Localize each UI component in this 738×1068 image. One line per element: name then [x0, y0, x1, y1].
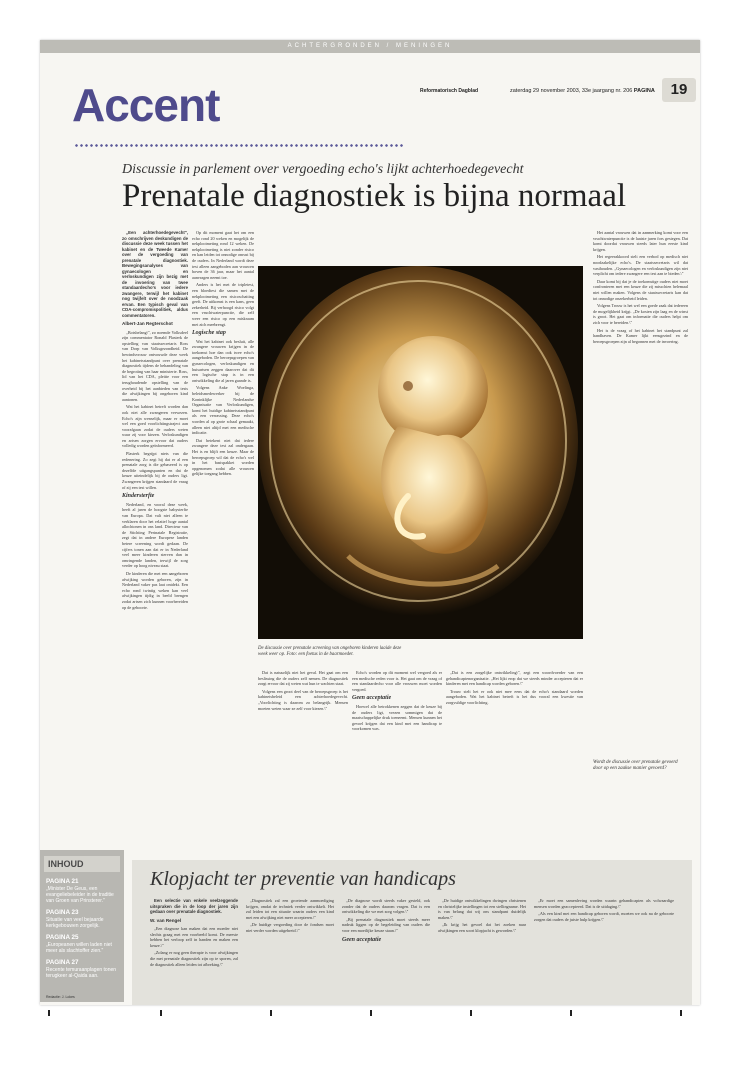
box-column-4: „De huidige ontwikkelingen dwingen christenen en christelijke instellingen tot een stellingname. Het is van belang dat wij ons standpunt duidelijk maken.\" „Ik krijg het gevoel dat het zoeken naar afwijkingen een soort klopjacht is geworden.\" [438, 898, 526, 933]
contents-text: Recente temuraanplagen tonen terugkeer al-Qaida aan. [46, 967, 117, 979]
box-subheading: Geen acceptatie [342, 936, 382, 943]
contents-item[interactable] [40, 959, 124, 979]
section-title: Accent [72, 79, 220, 131]
article-column-6: Het aantal vrouwen dat in aanmerking komt voor een vruchtwaterpunctie is de laatste jaren fors gestegen. Dat komt doordat vrouwen steeds later hun eerste kind krijgen. Het regeerakkoord stelt een verbod op medisch niet noodzakelijke echo's. De staatssecretaris wil dat vasthouden. „Gynaecologen en verloskundigen zijn niet verplicht om iedere zwangere een test aan te bieden.\" Daar komt bij dat je de toekomstige ouders niet moet confronteren met een keuze die zij misschien helemaal niet willen maken. Volgens de staatssecretaris kan dat tot onnodige onzekerheid leiden. Volgens Trouw is het wel een goede zaak dat iedereen de mogelijkheid krijgt. „De kosten zijn laag en de winst is groot. Het gaat om informatie die ouders helpt om zich voor te bereiden.\" Het is de vraag of het kabinet het standpunt zal handhaven. De Kamer lijkt eensgezind en de beroepsgroepen zijn al begonnen met de invoering. [593, 230, 688, 344]
contents-footer: Redactie: J. Lokes [46, 995, 75, 999]
contents-item[interactable] [40, 934, 124, 954]
dotted-divider [74, 144, 404, 147]
page-number: 19 [662, 78, 696, 102]
contents-item[interactable] [40, 909, 124, 929]
article-column-1: „Een achterhoedegevecht", zo omschrijven deskundigen de discussie deze week tussen het kabinet en de Tweede Kamer over de vergoeding van prenatale diagnostiek. Bewegingsanalyses van gynaecologen en verloskundigen zijn bezig met de invoering van twee standaardecho's voor iedere zwangere, terwijl het kabinet nog twijfelt over de noodzaak ervan. Een typisch geval van CDA-compromispolitiek, aldus commentatoren. Albert-Jan Regterschot „Botsbelang\", zo noemde Volksdeel zijn commentator Ronald Plasterk de opstelling van staatssecretaris Ross van Dorp van Volksgezondheid. De bewindsvrouw ontvouwde deze week het kabinetsstandpunt over prenatale diagnostiek tijdens de behandeling van de begroting van haar ministerie. Ross, lid van het CDA, pleitte voor een terughoudende opstelling van de overheid bij het aanbieden van tests die afwijkingen bij ongeboren kind aantonen. Wat het kabinet betreft worden dan ook niet alle zwangeren verwezen. Echo's zijn wenselijk, maar er moet wel een goed voorlichtingstraject aan voorafgaan zodat de ouders weten waar zij voor kiezen. Verloskundigen en artsen zorgen ervoor dat ouders volledig worden geïnformeerd. Plasterk begrijpt niets van die redenering. Zo zegt hij dat er al een prenatale zorg is die gebaseerd is op dezelfde uitgangspunten en dat de keuze uiteindelijk bij de ouders ligt. Zwangeren krijgen standaard de vraag of zij een test willen. Kindersterfte Nederland, en vooral deze week, heeft al jaren de hoogste babysterfte van Europa. Dat valt niet alleen te verklaren door het relatief hoge aantal allochtonen in ons land. Directeur van de Stichting Perinatale Registratie, zegt dat in andere Europese landen betere screening wordt gedaan. De cijfers tonen aan dat er in Nederland veel meer kinderen sterven dan in omringende landen, terwijl de zorg verder op hoog niveau staat. De kinderen die met een aangeboren afwijking worden geboren, zijn in Nederland vaker pas laat ontdekt. Een echo rond twintig weken kan veel afwijkingen tijdig in beeld brengen zodat artsen zich kunnen voorbereiden op de geboorte. [122, 230, 188, 610]
contents-page: PAGINA 27 [46, 959, 79, 966]
page-label: PAGINA [633, 88, 655, 94]
article-kicker: Discussie in parlement over vergoeding echo's lijkt achterhoedegevecht [122, 162, 524, 177]
article-column-2: Op dit moment gaat het om een echo rond 20 weken en mogelijk de nekplooimeting rond 12 weken. De nekplooimeting is niet zonder risico en kan leiden tot onnodige onrust bij de ouders. In Nederland wordt deze test alleen aangeboden aan vrouwen boven de 36 jaar, maar het aantal aanvragen neemt toe. Anders is het met de tripletest, een bloedtest die samen met de nekplooimeting een risicoschatting geeft. De uitkomst is een kans, geen zekerheid. Bij verhoogd risico volgt een vruchtwaterpunctie, die zelf weer een risico op een miskraam met zich meebrengt. Logische stap Wat het kabinet ook besluit, alle zwangere vrouwen krijgen in de toekomst hoe dan ook twee echo's aangeboden. De beroepsgroepen van gynaecologen, verloskundigen en huisartsen zeggen daarover dat dit een logische stap is in een ontwikkeling die al jaren gaande is. Volgens Anke Woelinga, beleidsmedewerker bij de Koninklijke Nederlandse Organisatie van Verloskundigen, komt het huidige kabinetsstandpunt als een verrassing. Deze echo's worden al op grote schaal gemaakt, alleen niet altijd met een medische indicatie. Dat betekent niet dat iedere zwangere deze test zal ondergaan. Het is en blijft een keuze. Maar de beroepsgroep wil dat de echo's wel in het basispakket worden opgenomen zodat alle vrouwen gelijke toegang hebben. [192, 230, 254, 477]
subheading-kindersterfte: Kindersterfte [122, 493, 155, 500]
article-byline: Albert-Jan Regterschot [122, 321, 173, 326]
box-column-1: Een selectie van enkele veelzeggende uitspraken die in de loop der jaren zijn gedaan over prenatale diagnostiek. W. van Rengel „Een diagnose kan maken dat een moeder niet slechts graag met een voorbeeld komt. De meeste hebben het verloop zelf in handen en maken een keuze.\" „Zolang er nog geen therapie is voor afwijkingen die met prenatale diagnostiek zijn op te sporen, zal de diagnostiek alleen leiden tot afbreking.\" [150, 898, 238, 967]
box-lead: Een selectie van enkele veelzeggende uitspraken die in de loop der jaren zijn gedaan over prenatale diagnostiek. [150, 898, 238, 914]
contents-text: „Europeanen willen laden niet meer als slachtoffer zien." [46, 942, 112, 954]
article-column-5: „Dat is een zorgelijke ontwikkeling\", zegt een woordvoerder van een gehandicaptenorganisatie. „Het lijkt erop dat we steeds minder accepteren dat er kinderen met een handicap worden geboren.\" Trouw stelt het er ook niet mee eens dat de echo's standaard worden aangeboden. Wat het kabinet betreft is het dus vooral een kwestie van zorgvuldige voorlichting. [446, 670, 583, 705]
contents-page: PAGINA 21 [46, 878, 79, 885]
fetus-illustration [258, 266, 583, 639]
contents-sidebar [40, 850, 124, 1002]
pull-quote: Wordt de discussie over prenatale gevoerd door op een zaakse manier gevoerd? [593, 760, 678, 772]
box-column-5: „Er moet een samenleving worden waarin gehandicapten als volwaardige mensen worden geaccepteerd. Dat is de uitdaging.\" „Als een kind met een handicap geboren wordt, moeten we ook na de geboorte zorgen dat ouders de juiste hulp krijgen.\" [534, 898, 674, 922]
registration-marks [0, 1010, 738, 1020]
photo-caption: De discussie over prenatale screening van ongeboren kinderen laaide deze week weer op. Foto: een foetus in de baarmoeder. [258, 646, 402, 657]
article-column-4: Echo's worden op dit moment wel vergoed als er een medische reden voor is. Het gaat om de vraag of een standaardecho voor alle vrouwen moet worden vergoed. Geen acceptatie Hoewel alle betrokkenen zeggen dat de keuze bij de ouders ligt, vrezen sommigen dat de maatschappelijke druk toeneemt. Mensen kunnen het gevoel krijgen dat een kind met een handicap te voorkomen was. [352, 670, 442, 732]
section-band: ACHTERGRONDEN / MENINGEN [40, 40, 700, 53]
fetus-photo [258, 266, 583, 639]
contents-title: INHOUD [44, 856, 120, 872]
box-headline: Klopjacht ter preventie van handicaps [150, 868, 456, 890]
subheading-geen-acceptatie: Geen acceptatie [352, 695, 392, 702]
paper-name: Reformatorisch Dagblad [420, 88, 479, 94]
quotes-box [132, 860, 692, 1005]
dateline: zaterdag 29 november 2003, 33e jaargang nr. 206 PAGINA [510, 88, 655, 94]
contents-text: „Minister De Geus, een evangeliebeleider in de traditie van Groen van Prinsterer." [46, 886, 114, 904]
contents-page: PAGINA 25 [46, 934, 79, 941]
box-column-3: „De diagnose wordt steeds vaker gesteld, ook zonder dat de ouders daarom vragen. Dat is een ontwikkeling die we met zorg volgen.\" „Bij prenatale diagnostiek moet steeds meer nadruk liggen op de begeleiding van ouders die voor een moeilijke keuze staan.\" Geen acceptatie [342, 898, 430, 943]
contents-item[interactable] [40, 878, 124, 904]
article-column-3: Dat is natuurlijk niet het geval. Het gaat om een beslissing die de ouders zelf nemen. De diagnostiek zorgt ervoor dat zij weten wat hun te wachten staat. Volgens een groot deel van de beroepsgroep is het kabinetsbeleid een achterhoedegevecht. „Voorlichting is daarom zo belangrijk. Mensen moeten weten waar ze zelf voor kiezen.\" [258, 670, 348, 711]
article-lead: „Een achterhoedegevecht", zo omschrijven deskundigen de discussie deze week tussen het kabinet en de Tweede Kamer over de vergoeding van prenatale diagnostiek. Bewegingsanalyses van gynaecologen en verloskundigen zijn bezig met de invoering van twee standaardecho's voor iedere zwangere, terwijl het kabinet nog twijfelt over de noodzaak ervan. Een typisch geval van CDA-compromispolitiek, aldus commentatoren. [122, 230, 188, 318]
article-headline: Prenatale diagnostiek is bijna normaal [122, 178, 627, 214]
contents-page: PAGINA 23 [46, 909, 79, 916]
contents-text: Situatie van veel bejaarde kerkgebouwen zorgelijk. [46, 917, 104, 929]
box-column-2: „Diagnostiek zal een groeiende aanmoediging krijgen, omdat de techniek verder ontwikkelt. Het zal leiden tot een situatie waarin ouders een kind met een afwijking niet meer accepteren.\" „De huidige vergoeding door de fondsen moet niet verder worden uitgebreid.\" [246, 898, 334, 933]
box-byline: W. van Rengel [150, 917, 182, 923]
newspaper-page [40, 40, 700, 1005]
subheading-logische-stap: Logische stap [192, 330, 226, 337]
